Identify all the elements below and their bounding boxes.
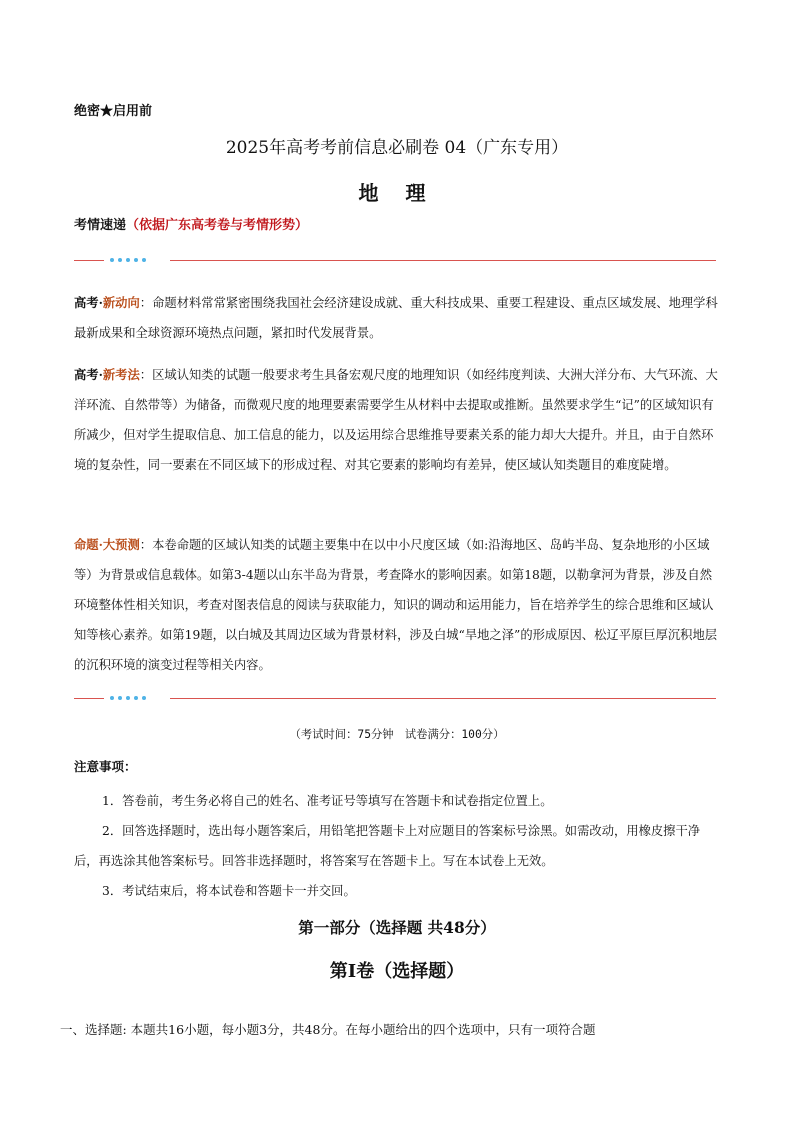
new-trend-label: 新动向 — [102, 295, 140, 310]
part-title: 第一部分（选择题 共48分） — [298, 918, 496, 937]
new-method-label-prefix: 高考· — [74, 367, 103, 382]
prediction-paragraph — [74, 530, 720, 680]
kaoqing-note: （依据广东高考卷与考情形势） — [126, 218, 309, 233]
exam-time: （考试时间：75分钟 试卷满分：100分） — [289, 728, 505, 741]
new-trend-paragraph — [74, 288, 720, 348]
prediction-text: 本卷命题的区域认知类的试题主要集中在以中小尺度区域（如:沿海地区、岛屿半岛、复杂地形的小区域等）为背景或信息载体。如第3-4题以山东半岛为背景，考查降水的影响因素。如第18题，以勒拿河为背景，涉及自然环境整体性相关知识，考查对图表信息的阅读与获取能力，知识的调动和运用能力，旨在培养学生的综合思维和区域认知等核心素养。如第19题，以白城及其周边区域为背景材料，涉及白城“旱地之泽”的形成原因、松辽平原巨厚沉积地层的沉积环境的演变过程等相关内容。 — [74, 538, 718, 672]
notice-item: 3．考试结束后，将本试卷和答题卡一并交回。 — [102, 884, 356, 898]
confidential-label: 绝密★启用前 — [74, 104, 153, 119]
colon: ： — [139, 368, 153, 382]
divider-top — [74, 254, 716, 266]
colon: ： — [139, 538, 153, 552]
volume-title: 第Ⅰ卷（选择题） — [329, 961, 465, 982]
divider-bottom — [74, 692, 716, 704]
notice-item: 2．回答选择题时，选出每小题答案后，用铅笔把答题卡上对应题目的答案标号涂黑。如需改动，用橡皮擦干净后，再选涂其他答案标号。回答非选择题时，将答案写在答题卡上。写在本试卷上无效。 — [74, 824, 701, 868]
exam-title: 2025年高考考前信息必刷卷 04（广东专用） — [225, 138, 569, 158]
kaoqing-heading — [74, 214, 308, 233]
new-trend-text: 命题材料常常紧密围绕我国社会经济建设成就、重大科技成果、重要工程建设、重点区域发展、地理学科最新成果和全球资源环境热点问题，紧扣时代发展背景。 — [74, 296, 718, 340]
notice-item: 1．答卷前，考生务必将自己的姓名、准考证号等填写在答题卡和试卷指定位置上。 — [102, 794, 553, 808]
prediction-label-prefix: 命题· — [74, 537, 103, 552]
subject-title: 地 理 — [358, 181, 436, 205]
new-method-text: 区域认知类的试题一般要求考生具备宏观尺度的地理知识（如经纬度判读、大洲大洋分布、大气环流、大洋环流、自然带等）为储备，而微观尺度的地理要素需要学生从材料中去提取或推断。虽然要求学生“记”的区域知识有所减少，但对学生提取信息、加工信息的能力，以及运用综合思维推导要素关系的能力却大大提升。并且，由于自然环境的复杂性，同一要素在不同区域下的形成过程、对其它要素的影响均有差异，使区域认知类题目的难度陡增。 — [74, 368, 718, 472]
new-method-paragraph — [74, 360, 720, 480]
kaoqing-label: 考情速递 — [74, 218, 127, 233]
new-trend-label-prefix: 高考· — [74, 295, 103, 310]
new-method-label: 新考法 — [102, 367, 140, 382]
notice-heading: 注意事项： — [74, 759, 137, 774]
notice-list — [74, 786, 724, 906]
colon: ： — [139, 296, 153, 310]
question-intro: 一、选择题: 本题共16小题，每小题3分，共48分。在每小题给出的四个选项中，只有一项符合题 — [60, 1022, 596, 1037]
prediction-label: 大预测 — [102, 537, 140, 552]
